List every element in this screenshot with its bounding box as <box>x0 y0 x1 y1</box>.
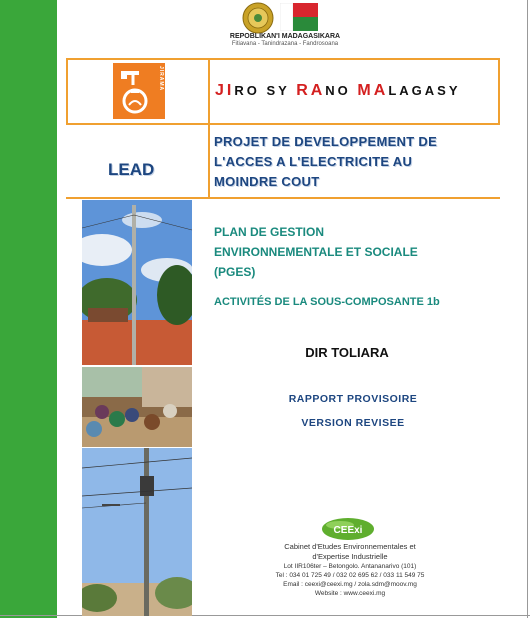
madagascar-seal-icon <box>236 2 280 34</box>
jirama-initial-ma: MA <box>357 82 389 99</box>
jirama-logo-text: JIRAMA <box>158 66 164 92</box>
project-title-line: L'ACCES A L'ELECTRICITE AU <box>214 154 413 169</box>
project-title <box>214 132 494 192</box>
consultant-name-line: Cabinet d'Etudes Environnementales et <box>284 542 416 551</box>
report-status: RAPPORT PROVISOIRE <box>288 393 418 405</box>
jirama-part-lagasy: LAGASY <box>388 83 461 98</box>
ceexi-logo <box>320 516 376 542</box>
republic-motto: Fitiavana - Tanindrazana - Fandrosoana <box>231 41 339 47</box>
consultant-website: Website : www.ceexi.mg <box>314 590 386 597</box>
jirama-initial-ji: JI <box>215 82 235 99</box>
project-title-line: MOINDRE COUT <box>214 174 320 189</box>
pges-title <box>214 222 504 282</box>
frame-top-line <box>66 58 500 60</box>
report-version: VERSION REVISEE <box>301 417 405 429</box>
jirama-full-name <box>215 82 505 100</box>
frame-divider-line <box>208 58 210 199</box>
jirama-part-rosy: RO SY <box>234 83 297 98</box>
frame-left-line <box>66 58 68 125</box>
photo-power-pole-village <box>82 200 192 365</box>
left-green-bar <box>0 0 57 618</box>
pges-title-line: ENVIRONNEMENTALE ET SOCIALE <box>214 245 418 259</box>
project-title-line: PROJET DE DEVELOPPEMENT DE <box>214 134 438 149</box>
consultant-name <box>250 542 450 562</box>
dir-name: DIR TOLIARA <box>305 345 389 360</box>
activites-subtitle: ACTIVITÉS DE LA SOUS-COMPOSANTE 1b <box>214 296 440 308</box>
photo-electric-pole-wires <box>82 448 192 616</box>
madagascar-flag-icon <box>280 3 318 31</box>
consultant-address-line: Lot IIR106ter – Betongolo. Antananarivo (101) <box>283 563 417 570</box>
photo-community-meeting <box>82 367 192 447</box>
right-page-border <box>527 0 528 618</box>
bottom-page-border <box>0 615 530 616</box>
consultant-email: Email : ceexi@ceexi.mg / zola.sdm@moov.mg <box>283 581 417 588</box>
pges-title-line: (PGES) <box>214 265 256 279</box>
consultant-address <box>240 562 460 598</box>
jirama-initial-ra: RA <box>296 82 326 99</box>
republic-name: REPOBLIKAN'I MADAGASIKARA <box>229 33 341 40</box>
lead-label: LEAD <box>108 160 155 179</box>
frame-bottom-line <box>66 197 500 199</box>
ceexi-logo-text: CEExi <box>333 525 363 536</box>
consultant-phone: Tel : 034 01 725 49 / 032 02 695 62 / 033 11 549 75 <box>275 572 425 579</box>
pges-title-line: PLAN DE GESTION <box>214 225 325 239</box>
consultant-name-line: d'Expertise Industrielle <box>312 552 388 561</box>
frame-middle-line <box>66 123 500 125</box>
jirama-part-no: NO <box>325 83 358 98</box>
